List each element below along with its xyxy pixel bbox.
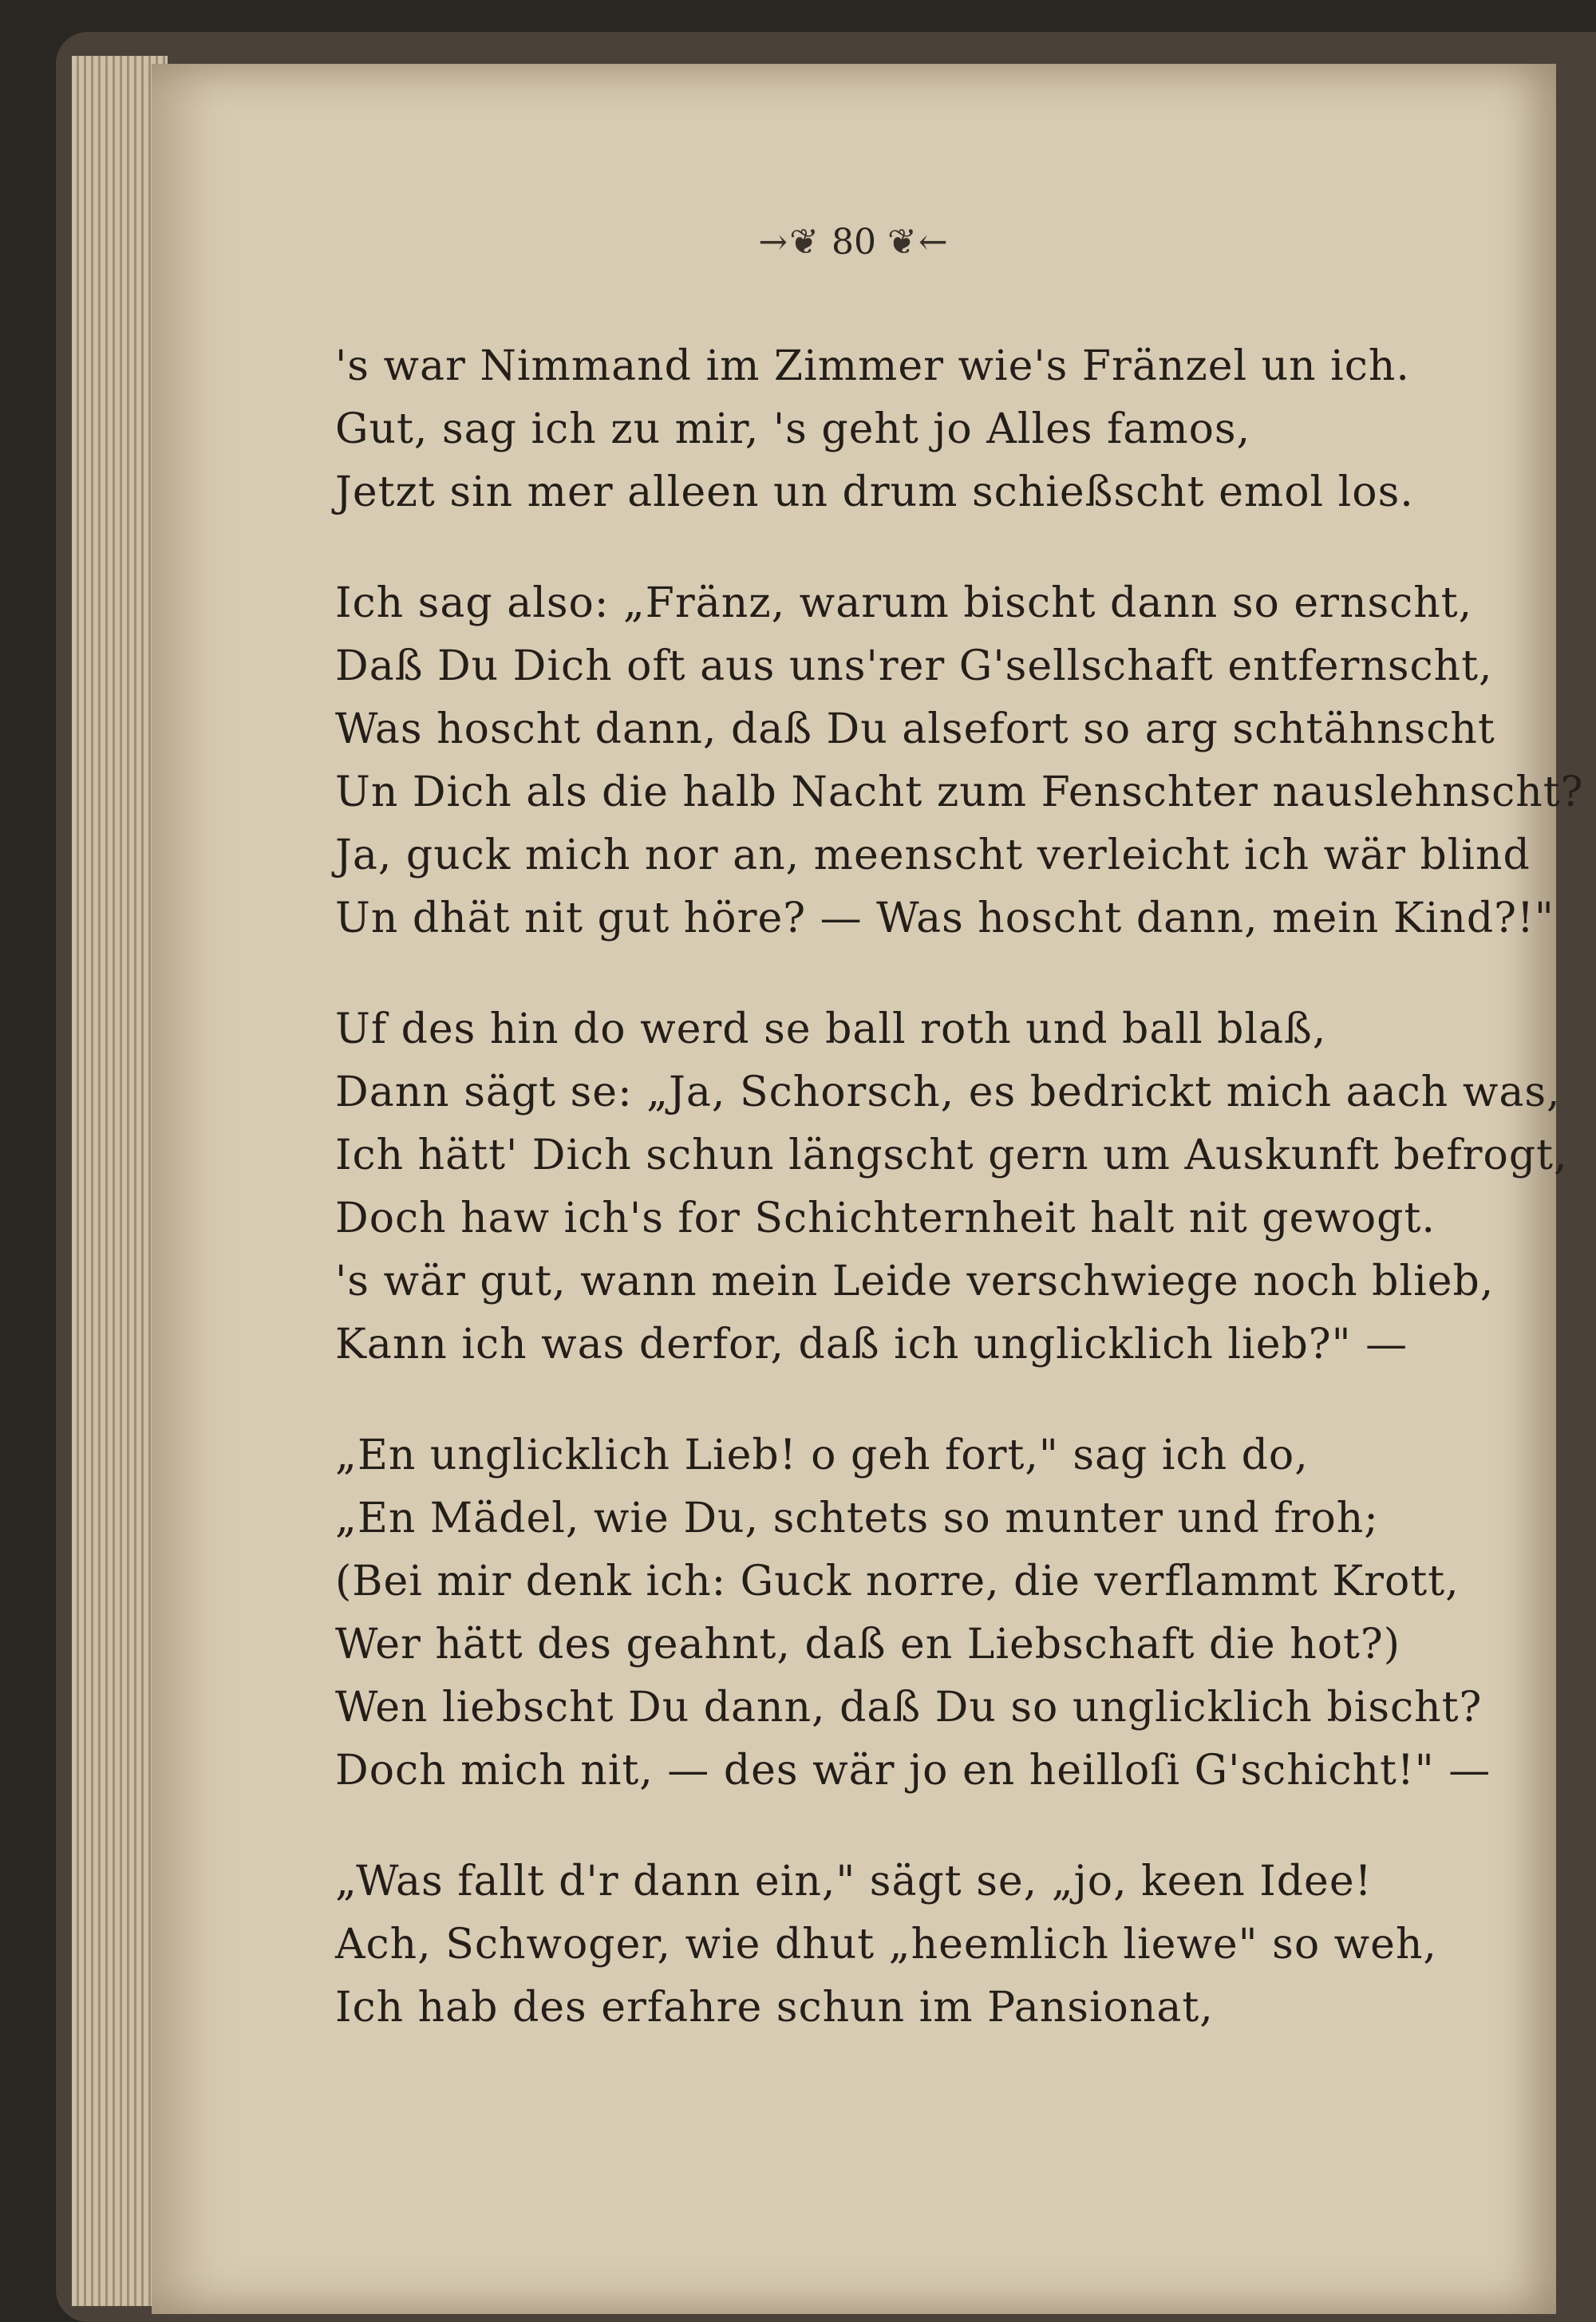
verse-line: 's wär gut, wann mein Leide verschwiege noch blieb, xyxy=(335,1258,1495,1305)
stanza-2 xyxy=(335,572,1596,950)
verse-line: 's war Nimmand im Zimmer wie's Fränzel un ich. xyxy=(335,342,1410,390)
verse-line: Doch haw ich's for Schichternheit halt nit gewogt. xyxy=(335,1195,1436,1242)
verse-line: Un Dich als die halb Nacht zum Fenschter nauslehnscht? xyxy=(335,768,1584,816)
verse-line: Dann sägt se: „Ja, Schorsch, es bedrickt mich aach was, xyxy=(335,1068,1561,1116)
verse-line: Ich hab des erfahre schun im Pansionat, xyxy=(335,1984,1214,2032)
verse-line: Un dhät nit gut höre? — Was hoscht dann, mein Kind?!" xyxy=(335,894,1555,942)
verse-line: Ich hätt' Dich schun längscht gern um Auskunft befrogt, xyxy=(335,1131,1568,1179)
verse-line: „En Mädel, wie Du, schtets so munter und froh; xyxy=(335,1495,1379,1542)
verse-line: Ich sag also: „Fränz, warum bischt dann so ernscht, xyxy=(335,579,1473,627)
page-number: 80 xyxy=(832,222,876,263)
verse-line: Wen liebscht Du dann, daß Du so unglicklich bischt? xyxy=(335,1684,1483,1732)
verse-line: Was hoscht dann, daß Du alsefort so arg schtähnscht xyxy=(335,705,1495,753)
stanza-4 xyxy=(335,1424,1596,1803)
verse-line: Ja, guck mich nor an, meenscht verleicht ich wär blind xyxy=(335,831,1531,879)
book-page xyxy=(152,64,1584,2314)
verse-line: Gut, sag ich zu mir, 's geht jo Alles famos, xyxy=(335,405,1251,453)
verse-line: Jetzt sin mer alleen un drum schießscht emol los. xyxy=(335,468,1414,516)
verse-line: „Was fallt d'r dann ein," sägt se, „jo, keen Idee! xyxy=(335,1858,1373,1905)
verse-line: Uf des hin do werd se ball roth und ball blaß, xyxy=(335,1005,1327,1053)
verse-line: Kann ich was derfor, daß ich unglicklich lieb?" — xyxy=(335,1321,1408,1368)
page-number-header xyxy=(152,222,1556,263)
stanza-3 xyxy=(335,998,1596,1376)
ornament-right: ❦← xyxy=(887,222,950,263)
verse-line: Wer hätt des geahnt, daß en Liebschaft die hot?) xyxy=(335,1621,1401,1668)
verse-line: „En unglicklich Lieb! o geh fort," sag ich do, xyxy=(335,1432,1309,1479)
poem-text xyxy=(335,335,1596,2087)
verse-line: (Bei mir denk ich: Guck norre, die verflammt Krott, xyxy=(335,1558,1460,1605)
verse-line: Daß Du Dich oft aus uns'rer G'sellschaft entfernscht, xyxy=(335,642,1493,690)
verse-line: Ach, Schwoger, wie dhut „heemlich liewe" so weh, xyxy=(335,1921,1437,1969)
stanza-5 xyxy=(335,1850,1596,2040)
ornament-left: →❦ xyxy=(758,222,820,263)
verse-line: Doch mich nit, — des wär jo en heilloſi G'schicht!" — xyxy=(335,1747,1491,1795)
stanza-1 xyxy=(335,335,1596,524)
